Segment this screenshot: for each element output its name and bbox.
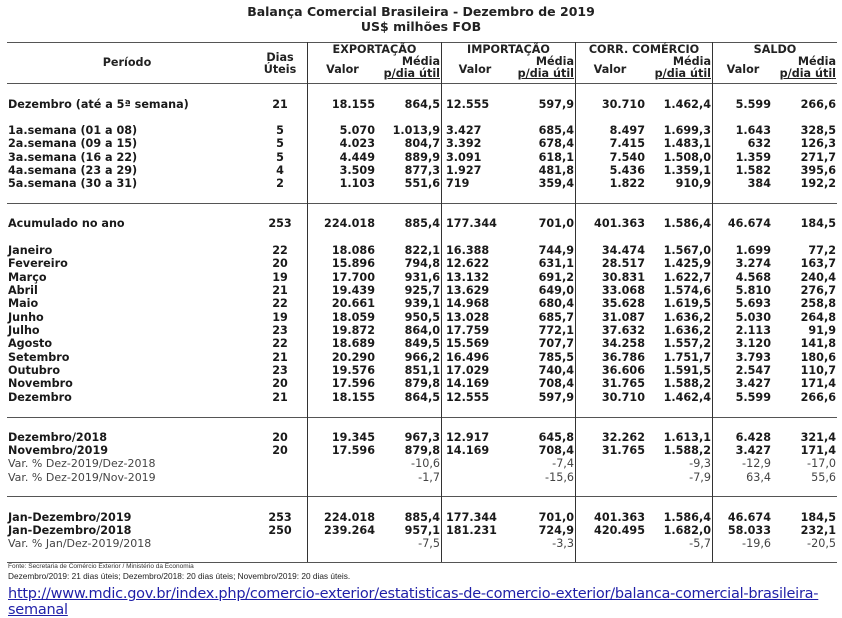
cell-cc-m: 1.622,7: [663, 271, 711, 284]
cell-s-m: 91,9: [808, 324, 836, 337]
cell-cc-v: 31.765: [601, 377, 645, 390]
cell-dias: 253: [268, 217, 292, 230]
cell-exp-v: 19.576: [331, 364, 375, 377]
cell-s-m: 192,2: [800, 177, 836, 190]
cell-cc-m: 1.359,1: [663, 164, 711, 177]
cell-s-m: 110,7: [800, 364, 836, 377]
row-label: Dezembro (até a 5ª semana): [8, 98, 189, 111]
footnote-source: Fonte: Secretaria de Comércio Exterior / Ministério da Economia: [8, 563, 194, 570]
cell-imp-m: 481,8: [538, 164, 574, 177]
cell-exp-v: 18.086: [331, 244, 375, 257]
cell-imp-v: 12.917: [446, 431, 490, 444]
cell-exp-v: 4.023: [339, 137, 375, 150]
header-saldo: SALDO: [753, 43, 797, 56]
cell-s-m: 271,7: [800, 151, 836, 164]
cell-s-v: 5.810: [735, 284, 771, 297]
cell-exp-v: 18.059: [331, 311, 375, 324]
cell-imp-v: 12.555: [446, 391, 490, 404]
cell-dias: 22: [272, 244, 288, 257]
cell-exp-v: 20.661: [331, 297, 375, 310]
cell-exp-m: 1.013,9: [392, 124, 440, 137]
cell-s-v: 3.793: [735, 351, 771, 364]
cell-cc-v: 33.068: [601, 284, 645, 297]
cell-exp-v: 19.345: [331, 431, 375, 444]
cell-imp-m: 597,9: [538, 98, 574, 111]
cell-dias: 23: [272, 364, 288, 377]
divider-dias: [307, 42, 308, 562]
cell-dias: 21: [272, 284, 288, 297]
cell-s-m: 141,8: [800, 337, 836, 350]
cell-imp-v: 719: [446, 177, 470, 190]
cell-imp-m: 680,4: [538, 297, 574, 310]
cell-imp-v: 13.132: [446, 271, 490, 284]
row-label: 5a.semana (30 a 31): [8, 177, 138, 190]
cell-imp-m: 597,9: [538, 391, 574, 404]
cell-imp-m: -7,4: [552, 457, 574, 470]
cell-dias: 5: [276, 151, 284, 164]
cell-cc-m: 1.636,2: [663, 311, 711, 324]
cell-imp-m: 772,1: [538, 324, 574, 337]
cell-exp-m: 885,4: [404, 511, 440, 524]
row-label: Julho: [8, 324, 40, 337]
cell-cc-v: 37.632: [601, 324, 645, 337]
cell-s-m: 184,5: [800, 217, 836, 230]
cell-cc-m: 1.586,4: [663, 511, 711, 524]
header-cc-media: Média: [672, 55, 711, 68]
cell-dias: 22: [272, 297, 288, 310]
page-subtitle: US$ milhões FOB: [360, 19, 482, 34]
cell-dias: 21: [272, 98, 288, 111]
cell-imp-v: 14.968: [446, 297, 490, 310]
cell-cc-m: 1.636,2: [663, 324, 711, 337]
cell-imp-v: 16.496: [446, 351, 490, 364]
cell-imp-v: 3.091: [446, 151, 482, 164]
cell-s-v: 3.274: [735, 257, 771, 270]
cell-s-v: 4.568: [735, 271, 771, 284]
header-exportacao: EXPORTAÇÃO: [332, 43, 417, 56]
cell-dias: 20: [272, 431, 288, 444]
cell-cc-m: 1.699,3: [663, 124, 711, 137]
cell-exp-m: 879,8: [404, 377, 440, 390]
cell-cc-v: 31.087: [601, 311, 645, 324]
cell-exp-m: 957,1: [404, 524, 440, 537]
row-label: Maio: [8, 297, 39, 310]
cell-s-v: 3.427: [735, 377, 771, 390]
row-label: Var. % Dez-2019/Nov-2019: [8, 471, 156, 484]
divider-import: [575, 42, 576, 562]
cell-dias: 19: [272, 311, 288, 324]
cell-exp-v: 20.290: [331, 351, 375, 364]
cell-imp-m: 701,0: [538, 511, 574, 524]
cell-cc-v: 34.474: [601, 244, 645, 257]
cell-imp-m: -3,3: [552, 537, 574, 550]
cell-dias: 4: [276, 164, 284, 177]
header-exp-valor: Valor: [326, 63, 359, 76]
cell-exp-v: 4.449: [339, 151, 375, 164]
cell-exp-m: 889,9: [404, 151, 440, 164]
row-label: 4a.semana (23 a 29): [8, 164, 138, 177]
cell-imp-v: 12.555: [446, 98, 490, 111]
cell-s-m: 171,4: [800, 444, 836, 457]
row-label: Var. % Jan/Dez-2019/2018: [8, 537, 152, 550]
cell-s-v: 1.582: [735, 164, 771, 177]
cell-s-v: 5.693: [735, 297, 771, 310]
header-imp-pdia: p/dia útil: [517, 67, 574, 80]
cell-s-m: 163,7: [800, 257, 836, 270]
row-label: Outubro: [8, 364, 60, 377]
cell-s-v: -12,9: [742, 457, 771, 470]
cell-s-m: 276,7: [800, 284, 836, 297]
cell-exp-v: 17.700: [331, 271, 375, 284]
row-label: 3a.semana (16 a 22): [8, 151, 138, 164]
cell-imp-v: 177.344: [446, 217, 497, 230]
cell-dias: 23: [272, 324, 288, 337]
cell-s-m: 266,6: [800, 391, 836, 404]
cell-imp-m: 701,0: [538, 217, 574, 230]
cell-exp-m: 551,6: [404, 177, 440, 190]
row-label: Março: [8, 271, 47, 284]
cell-cc-v: 36.786: [601, 351, 645, 364]
cell-exp-v: 17.596: [331, 444, 375, 457]
cell-cc-v: 35.628: [601, 297, 645, 310]
cell-imp-m: 744,9: [538, 244, 574, 257]
cell-cc-v: 7.415: [609, 137, 645, 150]
cell-exp-m: -7,5: [418, 537, 440, 550]
cell-cc-m: 1.682,0: [663, 524, 711, 537]
cell-exp-m: 864,0: [404, 324, 440, 337]
cell-cc-v: 28.517: [601, 257, 645, 270]
cell-cc-m: 1.508,0: [663, 151, 711, 164]
cell-dias: 20: [272, 444, 288, 457]
cell-exp-m: 849,5: [404, 337, 440, 350]
divider-export: [441, 42, 442, 562]
cell-s-v: 2.113: [735, 324, 771, 337]
header-s-valor: Valor: [726, 63, 760, 76]
cell-dias: 21: [272, 351, 288, 364]
footnote-days: Dezembro/2019: 21 dias úteis; Dezembro/2018: 20 dias úteis; Novembro/2019: 20 dias úteis.: [8, 571, 351, 581]
cell-s-m: 171,4: [800, 377, 836, 390]
cell-imp-m: -15,6: [545, 471, 574, 484]
cell-imp-v: 13.629: [446, 284, 490, 297]
cell-cc-m: -5,7: [689, 537, 711, 550]
cell-exp-v: 19.872: [331, 324, 375, 337]
cell-exp-m: 966,2: [404, 351, 440, 364]
cell-cc-m: -7,9: [689, 471, 711, 484]
cell-exp-v: 1.103: [339, 177, 375, 190]
cell-cc-m: 1.619,5: [663, 297, 711, 310]
cell-dias: 5: [276, 137, 284, 150]
cell-s-m: 264,8: [800, 311, 836, 324]
cell-cc-m: 1.586,4: [663, 217, 711, 230]
cell-dias: 250: [268, 524, 292, 537]
cell-cc-m: 910,9: [675, 177, 711, 190]
cell-s-v: 6.428: [735, 431, 771, 444]
cell-exp-v: 17.596: [331, 377, 375, 390]
cell-s-m: 77,2: [808, 244, 836, 257]
cell-imp-m: 707,7: [538, 337, 574, 350]
row-label: 2a.semana (09 a 15): [8, 137, 138, 150]
header-imp-media: Média: [535, 55, 574, 68]
cell-cc-m: 1.567,0: [663, 244, 711, 257]
cell-s-m: 395,6: [800, 164, 836, 177]
cell-cc-m: 1.557,2: [663, 337, 711, 350]
cell-exp-m: 925,7: [404, 284, 440, 297]
cell-imp-v: 14.169: [446, 377, 490, 390]
cell-imp-v: 12.622: [446, 257, 490, 270]
cell-dias: 2: [276, 177, 284, 190]
cell-cc-m: 1.588,2: [663, 377, 711, 390]
cell-exp-v: 239.264: [324, 524, 375, 537]
row-label: 1a.semana (01 a 08): [8, 124, 138, 137]
cell-s-v: 58.033: [727, 524, 771, 537]
cell-cc-v: 401.363: [594, 217, 645, 230]
header-importacao: IMPORTAÇÃO: [467, 43, 550, 56]
cell-cc-v: 30.710: [601, 98, 645, 111]
cell-imp-m: 645,8: [538, 431, 574, 444]
row-label: Novembro: [8, 377, 73, 390]
cell-cc-v: 34.258: [601, 337, 645, 350]
cell-exp-v: 18.155: [331, 391, 375, 404]
cell-cc-m: 1.462,4: [663, 98, 711, 111]
header-uteis: Úteis: [263, 63, 297, 76]
cell-s-m: -20,5: [807, 537, 836, 550]
cell-exp-m: 950,5: [404, 311, 440, 324]
cell-cc-v: 31.765: [601, 444, 645, 457]
cell-s-v: 3.120: [735, 337, 771, 350]
row-label: Junho: [8, 311, 44, 324]
cell-imp-v: 16.388: [446, 244, 490, 257]
cell-imp-v: 17.759: [446, 324, 490, 337]
row-label: Acumulado no ano: [8, 217, 125, 230]
cell-exp-v: 3.509: [339, 164, 375, 177]
row-label: Agosto: [8, 337, 53, 350]
cell-s-v: 5.599: [735, 98, 771, 111]
cell-imp-m: 618,1: [538, 151, 574, 164]
cell-exp-v: 18.155: [331, 98, 375, 111]
cell-cc-m: 1.588,2: [663, 444, 711, 457]
cell-exp-m: 879,8: [404, 444, 440, 457]
header-cc-valor: Valor: [593, 63, 627, 76]
cell-imp-m: 724,9: [538, 524, 574, 537]
cell-dias: 22: [272, 337, 288, 350]
row-label: Var. % Dez-2019/Dez-2018: [8, 457, 156, 470]
cell-exp-m: -10,6: [411, 457, 440, 470]
source-link[interactable]: http://www.mdic.gov.br/index.php/comercio-exterior/estatisticas-de-comercio-exterior/balanca-comercial-brasileira-semanal: [8, 586, 819, 618]
cell-imp-v: 13.028: [446, 311, 490, 324]
cell-exp-m: 864,5: [404, 391, 440, 404]
header-exp-media: Média: [401, 55, 440, 68]
cell-imp-m: 359,4: [538, 177, 574, 190]
cell-exp-m: 931,6: [404, 271, 440, 284]
cell-exp-m: 967,3: [404, 431, 440, 444]
cell-s-v: 46.674: [727, 511, 771, 524]
cell-s-m: 232,1: [800, 524, 836, 537]
cell-cc-m: -9,3: [689, 457, 711, 470]
cell-cc-m: 1.613,1: [663, 431, 711, 444]
cell-exp-v: 224.018: [324, 511, 375, 524]
cell-exp-v: 19.439: [331, 284, 375, 297]
cell-s-m: 184,5: [800, 511, 836, 524]
cell-s-v: 632: [747, 137, 771, 150]
cell-imp-m: 649,0: [538, 284, 574, 297]
cell-exp-m: 822,1: [404, 244, 440, 257]
cell-s-v: 1.699: [735, 244, 771, 257]
cell-imp-m: 691,2: [538, 271, 574, 284]
cell-exp-v: 224.018: [324, 217, 375, 230]
cell-s-v: 63,4: [746, 471, 771, 484]
cell-imp-m: 708,4: [538, 377, 574, 390]
cell-s-v: 46.674: [727, 217, 771, 230]
header-s-pdia: p/dia útil: [779, 67, 836, 80]
cell-cc-m: 1.425,9: [663, 257, 711, 270]
cell-imp-v: 3.392: [446, 137, 482, 150]
cell-cc-v: 401.363: [594, 511, 645, 524]
cell-exp-m: 877,3: [404, 164, 440, 177]
cell-s-v: 5.599: [735, 391, 771, 404]
cell-cc-v: 5.436: [609, 164, 645, 177]
cell-s-v: 1.643: [735, 124, 771, 137]
row-label: Dezembro/2018: [8, 431, 108, 444]
row-label: Setembro: [8, 351, 70, 364]
row-label: Jan-Dezembro/2019: [8, 511, 132, 524]
cell-s-m: 258,8: [800, 297, 836, 310]
cell-imp-m: 740,4: [538, 364, 574, 377]
cell-exp-m: -1,7: [418, 471, 440, 484]
cell-exp-m: 851,1: [404, 364, 440, 377]
cell-cc-v: 1.822: [609, 177, 645, 190]
cell-cc-m: 1.591,5: [663, 364, 711, 377]
cell-imp-m: 685,4: [538, 124, 574, 137]
cell-s-m: 126,3: [800, 137, 836, 150]
cell-dias: 20: [272, 377, 288, 390]
cell-s-v: 384: [747, 177, 771, 190]
cell-imp-m: 708,4: [538, 444, 574, 457]
header-cc-pdia: p/dia útil: [654, 67, 711, 80]
cell-exp-m: 804,7: [404, 137, 440, 150]
header-s-media: Média: [797, 55, 836, 68]
cell-dias: 20: [272, 257, 288, 270]
cell-exp-m: 939,1: [404, 297, 440, 310]
header-periodo: Período: [102, 56, 152, 69]
row-label: Janeiro: [8, 244, 53, 257]
row-label: Novembro/2019: [8, 444, 109, 457]
cell-cc-v: 30.710: [601, 391, 645, 404]
header-corr-comercio: CORR. COMÉRCIO: [588, 43, 700, 56]
cell-s-v: 2.547: [735, 364, 771, 377]
cell-imp-m: 631,1: [538, 257, 574, 270]
cell-dias: 253: [268, 511, 292, 524]
cell-exp-v: 18.689: [331, 337, 375, 350]
cell-cc-m: 1.574,6: [663, 284, 711, 297]
header-dias: Dias: [266, 51, 294, 64]
cell-s-m: 328,5: [800, 124, 836, 137]
cell-dias: 5: [276, 124, 284, 137]
cell-dias: 21: [272, 391, 288, 404]
cell-cc-v: 32.262: [601, 431, 645, 444]
cell-s-v: -19,6: [742, 537, 771, 550]
cell-exp-v: 15.896: [331, 257, 375, 270]
cell-imp-v: 17.029: [446, 364, 490, 377]
row-label: Jan-Dezembro/2018: [8, 524, 132, 537]
cell-exp-v: 5.070: [339, 124, 375, 137]
cell-imp-m: 685,7: [538, 311, 574, 324]
row-label: Dezembro: [8, 391, 72, 404]
cell-cc-v: 420.495: [594, 524, 645, 537]
cell-dias: 19: [272, 271, 288, 284]
cell-s-m: 180,6: [800, 351, 836, 364]
cell-imp-v: 181.231: [446, 524, 497, 537]
cell-imp-m: 785,5: [538, 351, 574, 364]
cell-s-v: 1.359: [735, 151, 771, 164]
cell-exp-m: 794,8: [404, 257, 440, 270]
cell-imp-v: 15.569: [446, 337, 490, 350]
cell-exp-m: 885,4: [404, 217, 440, 230]
cell-s-m: 266,6: [800, 98, 836, 111]
cell-s-m: 55,6: [811, 471, 836, 484]
cell-cc-v: 7.540: [609, 151, 645, 164]
cell-exp-m: 864,5: [404, 98, 440, 111]
cell-cc-v: 36.606: [601, 364, 645, 377]
cell-imp-v: 14.169: [446, 444, 490, 457]
cell-imp-m: 678,4: [538, 137, 574, 150]
cell-s-m: 240,4: [800, 271, 836, 284]
cell-cc-m: 1.751,7: [663, 351, 711, 364]
page-title: Balança Comercial Brasileira - Dezembro de 2019: [247, 4, 595, 19]
cell-s-m: -17,0: [807, 457, 836, 470]
cell-s-m: 321,4: [800, 431, 836, 444]
cell-s-v: 3.427: [735, 444, 771, 457]
row-label: Fevereiro: [8, 257, 68, 270]
cell-cc-m: 1.462,4: [663, 391, 711, 404]
cell-cc-v: 30.831: [601, 271, 645, 284]
cell-imp-v: 1.927: [446, 164, 482, 177]
header-exp-pdia: p/dia útil: [383, 67, 440, 80]
row-label: Abril: [8, 284, 38, 297]
cell-s-v: 5.030: [735, 311, 771, 324]
cell-imp-v: 177.344: [446, 511, 497, 524]
cell-imp-v: 3.427: [446, 124, 482, 137]
cell-cc-m: 1.483,1: [663, 137, 711, 150]
header-imp-valor: Valor: [458, 63, 492, 76]
cell-cc-v: 8.497: [609, 124, 645, 137]
